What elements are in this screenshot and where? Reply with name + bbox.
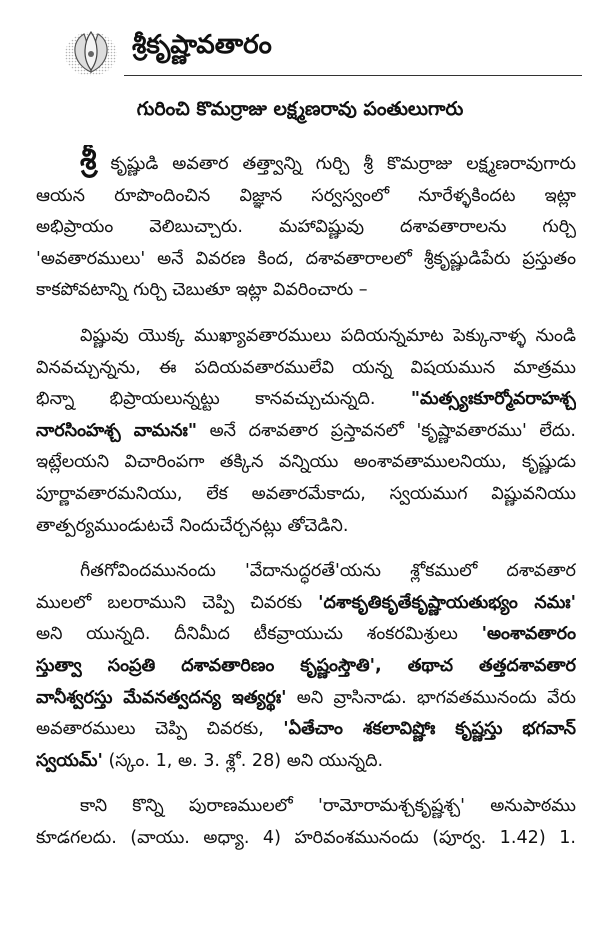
header-rule [124, 75, 582, 76]
text-line: పూర్ణావతారమనియు, లేక అవతారమేకాదు, స్వయముగ విష్ణువనియు [36, 483, 576, 504]
lotus-logo-icon [62, 24, 120, 78]
paragraph-4 [36, 791, 576, 854]
text-line: తాత్పర్యముండుటచే నిందుచేర్చనట్లు తోచెడిని. [36, 515, 349, 536]
text-line: కాకపోవటాన్ని గుర్చి చెబుతూ ఇట్లా వివరించారు – [36, 280, 368, 301]
page-title: శ్రీకృష్ణావతారం [132, 30, 272, 60]
text-line: ఆయన రూపొందించిన విజ్ఞాన సర్వస్వంలో నూరేళ్ళకిందట ఇట్లా [36, 185, 576, 206]
bold-quote: 'ఏతేచాం శకలావిష్ణోః కృష్ణస్తు భగవాన్ [283, 719, 576, 740]
text-segment: అని వ్రాసినాడు. భాగవతమునందు వేరు [296, 687, 576, 708]
text-segment: అని యున్నది. దీనిమీద టీకవ్రాయుచు శంకరమిశ్రులు [36, 624, 458, 645]
text-line: విష్ణువు యొక్క ముఖ్యావతారములు పదియన్నమాట పెక్కునాళ్ళ నుండి [80, 325, 576, 346]
author-heading: గురించి కొమర్రాజు లక్ష్మణరావు పంతులుగారు [136, 98, 464, 120]
paragraph-1 [36, 145, 576, 307]
bold-quote: "మత్స్యఃకూర్మోవరాహశ్చ [410, 389, 576, 410]
bold-quote: 'దశాకృతికృతేకృష్ణాయతుభ్యం నమః' [318, 592, 576, 613]
text-line: వినవచ్చున్నను, ఈ పదియవతారములేవి యన్న విషయమున మాత్రము [36, 357, 576, 378]
text-segment: ములలో బలరాముని చెప్పి చివరకు [36, 592, 303, 613]
paragraph-3 [36, 556, 576, 777]
text-line: కాని కొన్ని పురాణములలో 'రామోరామశ్చకృష్ణశ్చ' అనుపాఠము [80, 796, 576, 817]
text-segment: భిన్నా భిప్రాయలున్నట్టు కానవచ్చుచున్నది. [36, 389, 376, 410]
bold-quote: నారసింహశ్చ వామనః" [36, 420, 197, 441]
bold-quote: స్వయమ్' [36, 750, 103, 771]
text-segment: అవతారములు చెప్పి చివరకు, [36, 719, 264, 740]
text-line: 'అవతారములు' అనే వివరణ కింద, దశావతారాలలో శ్రీకృష్ణుడిపేరు ప్రస్తుతం [36, 248, 576, 269]
text-segment: (స్కం. 1, అ. 3. శ్లో. 28) అని యున్నది. [108, 750, 384, 771]
article-body [36, 145, 576, 868]
bold-quote: స్తుత్వా సంప్రతి దశావతారిణం కృష్ణంస్తౌతి', తథాచ తత్తదశావతార [36, 655, 576, 676]
text-line: కూడగలదు. (వాయు. అధ్యా. 4) హరివంశమునందు (పూర్వ. 1.42) 1. [36, 827, 576, 848]
bold-quote: 'అంశావతారం [481, 624, 576, 645]
bold-quote: వానీశ్వరస్తు మేవనత్వదన్య ఇత్యర్థః' [36, 687, 287, 708]
paragraph-2 [36, 321, 576, 542]
text-segment: అనే దశావతార ప్రస్తావనలో 'కృష్ణావతారము' లేదు. [209, 420, 576, 441]
text-line: అభిప్రాయం వెలిబుచ్చారు. మహావిష్ణువు దశావతారాలను గుర్చి [36, 217, 576, 238]
page-header [62, 22, 582, 82]
drop-cap: శ్రీ [80, 145, 97, 177]
text-line: గీతగోవిందమునందు 'వేదానుద్ధరతే'యను శ్లోకములో దశావతార [80, 561, 576, 582]
text-line: ఇట్లేలయని విచారింపగా తక్కిన వన్నియు అంశావతాములనియు, కృష్ణుడు [36, 452, 576, 473]
text-line: కృష్ణుడి అవతార తత్త్వాన్ని గుర్చి శ్రీ కొమర్రాజు లక్ష్మణరావుగారు [110, 154, 576, 174]
